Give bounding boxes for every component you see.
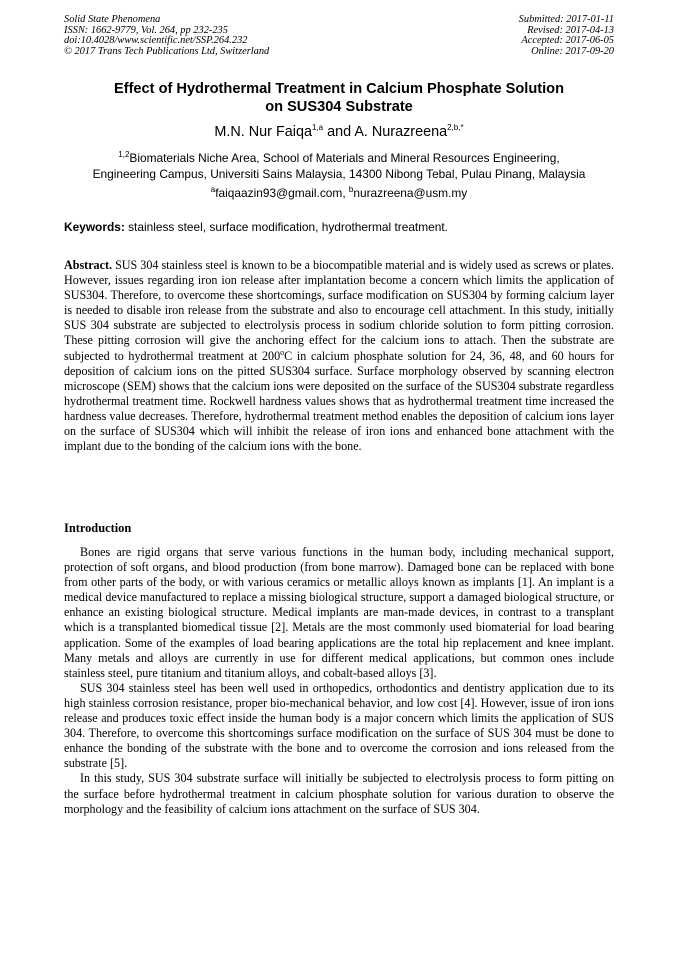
intro-paragraph-2: SUS 304 stainless steel has been well used in orthopedics, orthodontics and dentistry application due to its high stainless corrosion resistance, proper bio-mechanical behavior, and low cost [4]. However, issue of iron ions release and produces toxic effect inside the human body is a major concern which limits the application of SUS 304. Therefore, to overcome this shortcomings surface modification on the surface of SUS 304 must be done to enhance the bonding of the substrate with the bone and to overcome the corrosion and ions released from the substrate [5].	[64, 680, 614, 771]
author-2-superscript: 2,b,*	[447, 123, 464, 133]
online-date: Online: 2017-09-20	[531, 45, 614, 57]
intro-paragraph-1: Bones are rigid organs that serve various functions in the human body, including mechanical support, protection of soft organs, and blood production (from bone marrow). Damaged bone can be replaced with bone from other parts of the body, or with various ceramics or metallic alloys known as implants [1]. An implant is a medical device manufactured to replace a missing biological structure, support a damaged biological structure, or enhance an existing biological structure. Medical implants are man-made devices, in contrast to a transplant which is a transplanted biomedical tissue [2]. Metals are the most commonly used biomaterial for load bearing application. Some of the examples of load bearing applications are the total hip replacement and knee implant. Many metals and alloys are currently in use for different medical applications, but common ones include stainless steel, pure titanium and titanium alloys, and cobalt-based alloys [3].	[64, 545, 614, 680]
title-line-2: on SUS304 Substrate	[265, 99, 413, 115]
email-separator: ,	[342, 186, 349, 200]
intro-paragraph-3: In this study, SUS 304 substrate surface will initially be subjected to electrolysis process to form pitting on the surface before hydrothermal treatment in calcium phosphate solution for various duration to observe the morphology and the feasibility of calcium ions attachment on the surface of SUS 304.	[64, 771, 614, 816]
author-1-superscript: 1,a	[311, 123, 324, 133]
keywords-label: Keywords:	[64, 220, 125, 234]
journal-name: Solid State Phenomena	[64, 14, 161, 25]
email-a[interactable]: faiqaazin93@gmail.com	[215, 186, 343, 200]
submitted-date: Submitted: 2017-01-11	[518, 14, 614, 25]
email-b[interactable]: nurazreena@usm.my	[353, 186, 468, 200]
doi-line: doi:10.4028/www.scientific.net/SSP.264.232	[64, 35, 248, 47]
affiliation-line-1: Biomaterials Niche Area, School of Materials and Mineral Resources Engineering,	[129, 151, 560, 165]
abstract-text-part-2: C in calcium phosphate solution for 24, 36, 48, and 60 hours for deposition of calcium ions on the pitted SUS304 surface. Surface morphology observed by scanning electron microscope (SEM) shows that the calcium ions were deposited on the surface of the SUS304 substrate regardless hydrothermal treatment time. Rockwell hardness values shows that as hydrothermal treatment time increased the hardness value decreases. Therefore, hydrothermal treatment method enables the deposition of calcium ions layer on the surface of SUS304 which will inhibit the release of iron ions and enhanced bone attachment with the implant due to the bonding of the calcium ions with the bone.	[64, 348, 614, 454]
keywords-text: stainless steel, surface modification, hydrothermal treatment.	[124, 220, 448, 234]
author-1: M.N. Nur Faiqa	[214, 124, 312, 140]
author-emails	[40, 186, 638, 201]
abstract	[64, 258, 614, 454]
abstract-text-part-1: SUS 304 stainless steel is known to be a biocompatible material and is widely used as screws or plates. However, issues regarding iron ion release after implantation become a concern which limits the application of SUS304. Therefore, to overcome these shortcomings, surface modification on SUS304 by forming calcium layer is needed to disable iron release from the substrate and also to encourage cell attachment. In this study, initially SUS 304 substrate are subjected to electrolysis process in sodium chloride solution to form pitting corrosion. These pitting corrosion will give the anchoring effect for the calcium ions to attach. Then the substrate are subjected to hydrothermal treatment at 200	[64, 258, 614, 363]
journal-header-right	[519, 15, 614, 57]
copyright-line: © 2017 Trans Tech Publications Ltd, Switzerland	[64, 45, 270, 57]
title-line-1: Effect of Hydrothermal Treatment in Calcium Phosphate Solution	[113, 81, 565, 97]
abstract-label: Abstract.	[64, 258, 113, 272]
journal-header-left	[64, 15, 269, 57]
accepted-date: Accepted: 2017-06-05	[521, 35, 614, 47]
author-2: A. Nurazreena	[354, 124, 448, 140]
introduction-body	[64, 545, 614, 817]
paper-title	[40, 80, 638, 116]
email-a-superscript: a	[210, 185, 216, 195]
affiliation	[40, 151, 638, 182]
revised-date: Revised: 2017-04-13	[527, 24, 614, 36]
author-line	[40, 122, 638, 142]
introduction-heading: Introduction	[64, 521, 132, 535]
issn-line: ISSN: 1662-9779, Vol. 264, pp 232-235	[64, 24, 228, 36]
keywords	[64, 220, 624, 235]
author-conjunction: and	[323, 124, 355, 140]
degree-superscript: o	[280, 347, 285, 357]
affiliation-line-2: Engineering Campus, Universiti Sains Malaysia, 14300 Nibong Tebal, Pulau Pinang, Malaysia	[92, 166, 586, 181]
email-b-superscript: b	[348, 185, 354, 195]
affiliation-superscript: 1,2	[118, 150, 130, 160]
